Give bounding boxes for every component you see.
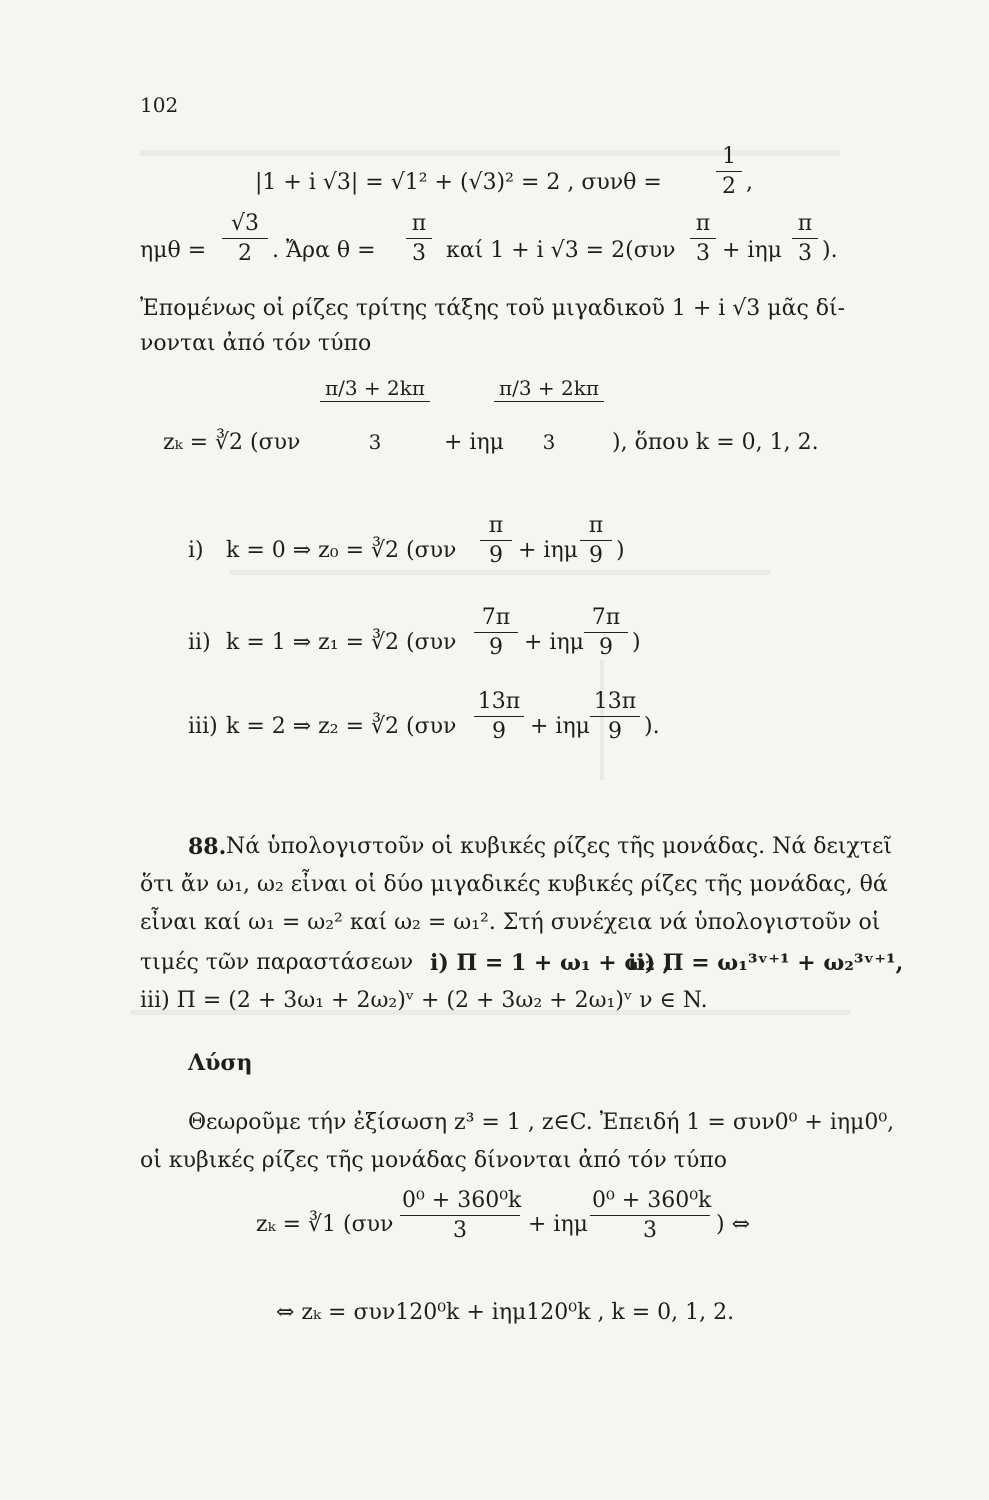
unity-roots-lhs: zₖ = ∛1 (συν	[256, 1212, 394, 1237]
expression-i: i) Π = 1 + ω₁ + ω₂ ,	[430, 950, 671, 976]
numerator: 1	[716, 146, 742, 172]
denominator: 3	[542, 430, 556, 454]
denominator: 9	[492, 719, 506, 744]
compound-fraction	[320, 378, 430, 452]
numerator: π	[792, 213, 818, 239]
case-label: i)	[188, 538, 204, 563]
case-fraction	[480, 515, 512, 567]
punctuation: ).	[644, 714, 660, 739]
denominator: 3	[798, 241, 812, 266]
bleed-through-shade	[230, 570, 770, 575]
solution-heading: Λύση	[188, 1050, 253, 1076]
expression-iii: iii) Π = (2 + 3ω₁ + 2ω₂)ᵛ + (2 + 3ω₂ + 2ω₁)ᵛ ν ∈ N.	[140, 988, 708, 1013]
case-fraction	[590, 691, 640, 743]
denominator: 3	[453, 1218, 467, 1243]
punctuation: )	[632, 630, 641, 655]
numerator: 13π	[474, 691, 524, 717]
numerator: 0⁰ + 360⁰k	[400, 1190, 520, 1216]
punctuation: ,	[746, 170, 753, 195]
numerator: π/3 + 2kπ	[494, 378, 604, 402]
case-fraction	[584, 607, 628, 659]
exercise-line: ὅτι ἄν ω₁, ω₂ εἶναι οἱ δύο μιγαδικές κυβικές ρίζες τῆς μονάδας, θά	[140, 872, 888, 897]
denominator: 9	[489, 543, 503, 568]
therefore-theta: . Ἄρα θ =	[272, 238, 376, 263]
fraction-pi-over-3	[406, 213, 432, 265]
fraction-pi-over-3	[792, 213, 818, 265]
punctuation: ).	[822, 238, 838, 263]
page-number: 102	[140, 93, 179, 117]
numerator: π	[690, 213, 716, 239]
plus-i-sine: + iημ	[528, 1212, 588, 1237]
numerator: 7π	[474, 607, 518, 633]
compound-fraction	[494, 378, 604, 452]
roots-formula-lhs: zₖ = ∛2 (συν	[163, 430, 301, 455]
equivalence-tail: ) ⇔	[716, 1212, 751, 1237]
exercise-number: 88.	[188, 834, 227, 860]
paragraph-line: Ἐπομένως οἱ ρίζες τρίτης τάξης τοῦ μιγαδικοῦ 1 + i √3 μᾶς δί-	[140, 296, 846, 321]
case-fraction	[474, 607, 518, 659]
denominator: 2	[722, 174, 736, 199]
denominator: 9	[599, 635, 613, 660]
solution-fraction	[590, 1190, 710, 1242]
plus-i-sine: + iημ	[524, 630, 584, 655]
case-equation: k = 1 ⇒ z₁ = ∛2 (συν	[226, 630, 457, 655]
numerator: π	[406, 213, 432, 239]
punctuation: )	[616, 538, 625, 563]
denominator: 9	[589, 543, 603, 568]
formula-condition: ), ὅπου k = 0, 1, 2.	[612, 430, 819, 455]
plus-i-sine: + iημ	[722, 238, 782, 263]
numerator: 7π	[584, 607, 628, 633]
numerator: 0⁰ + 360⁰k	[590, 1190, 710, 1216]
exercise-line: εἶναι καί ω₁ = ω₂² καί ω₂ = ω₁². Στή συνέχεια νά ὑπολογιστοῦν οἱ	[140, 910, 881, 935]
case-label: iii)	[188, 714, 218, 739]
unity-roots-result: ⇔ zₖ = συν120⁰k + iημ120⁰k , k = 0, 1, 2.	[276, 1300, 735, 1325]
numerator: 13π	[590, 691, 640, 717]
numerator: π/3 + 2kπ	[320, 378, 430, 402]
exercise-line: τιμές τῶν παραστάσεων	[140, 950, 414, 975]
denominator: 3	[643, 1218, 657, 1243]
numerator: π	[480, 515, 512, 541]
case-equation: k = 2 ⇒ z₂ = ∛2 (συν	[226, 714, 457, 739]
polar-form: καί 1 + i √3 = 2(συν	[446, 238, 676, 263]
numerator: π	[580, 515, 612, 541]
solution-fraction	[400, 1190, 520, 1242]
modulus-equation: |1 + i √3| = √1² + (√3)² = 2 , συνθ =	[255, 170, 662, 195]
plus-i-sine: + iημ	[530, 714, 590, 739]
denominator: 3	[412, 241, 426, 266]
solution-line: Θεωροῦμε τήν ἐξίσωση z³ = 1 , z∈C. Ἐπειδή 1 = συν0⁰ + iημ0⁰,	[188, 1110, 895, 1135]
sine-theta-label: ημθ =	[140, 238, 207, 263]
denominator: 2	[238, 241, 252, 266]
solution-line: οἱ κυβικές ρίζες τῆς μονάδας δίνονται ἀπό τόν τύπο	[140, 1148, 727, 1173]
numerator: √3	[222, 213, 268, 239]
case-fraction	[580, 515, 612, 567]
fraction-root3-over-2	[222, 213, 268, 265]
case-fraction	[474, 691, 524, 743]
denominator: 9	[608, 719, 622, 744]
expression-ii: ii) Π = ω₁³ᵛ⁺¹ + ω₂³ᵛ⁺¹,	[628, 950, 904, 976]
case-equation: k = 0 ⇒ z₀ = ∛2 (συν	[226, 538, 457, 563]
denominator: 9	[489, 635, 503, 660]
fraction-one-half	[716, 146, 742, 198]
paragraph-line: νονται ἀπό τόν τύπο	[140, 331, 372, 356]
case-label: ii)	[188, 630, 211, 655]
fraction-pi-over-3	[690, 213, 716, 265]
denominator: 3	[368, 430, 382, 454]
plus-i-sine: + iημ	[518, 538, 578, 563]
plus-i-sine: + iημ	[444, 430, 504, 455]
exercise-line: Νά ὑπολογιστοῦν οἱ κυβικές ρίζες τῆς μονάδας. Νά δειχτεῖ	[226, 834, 893, 859]
denominator: 3	[696, 241, 710, 266]
